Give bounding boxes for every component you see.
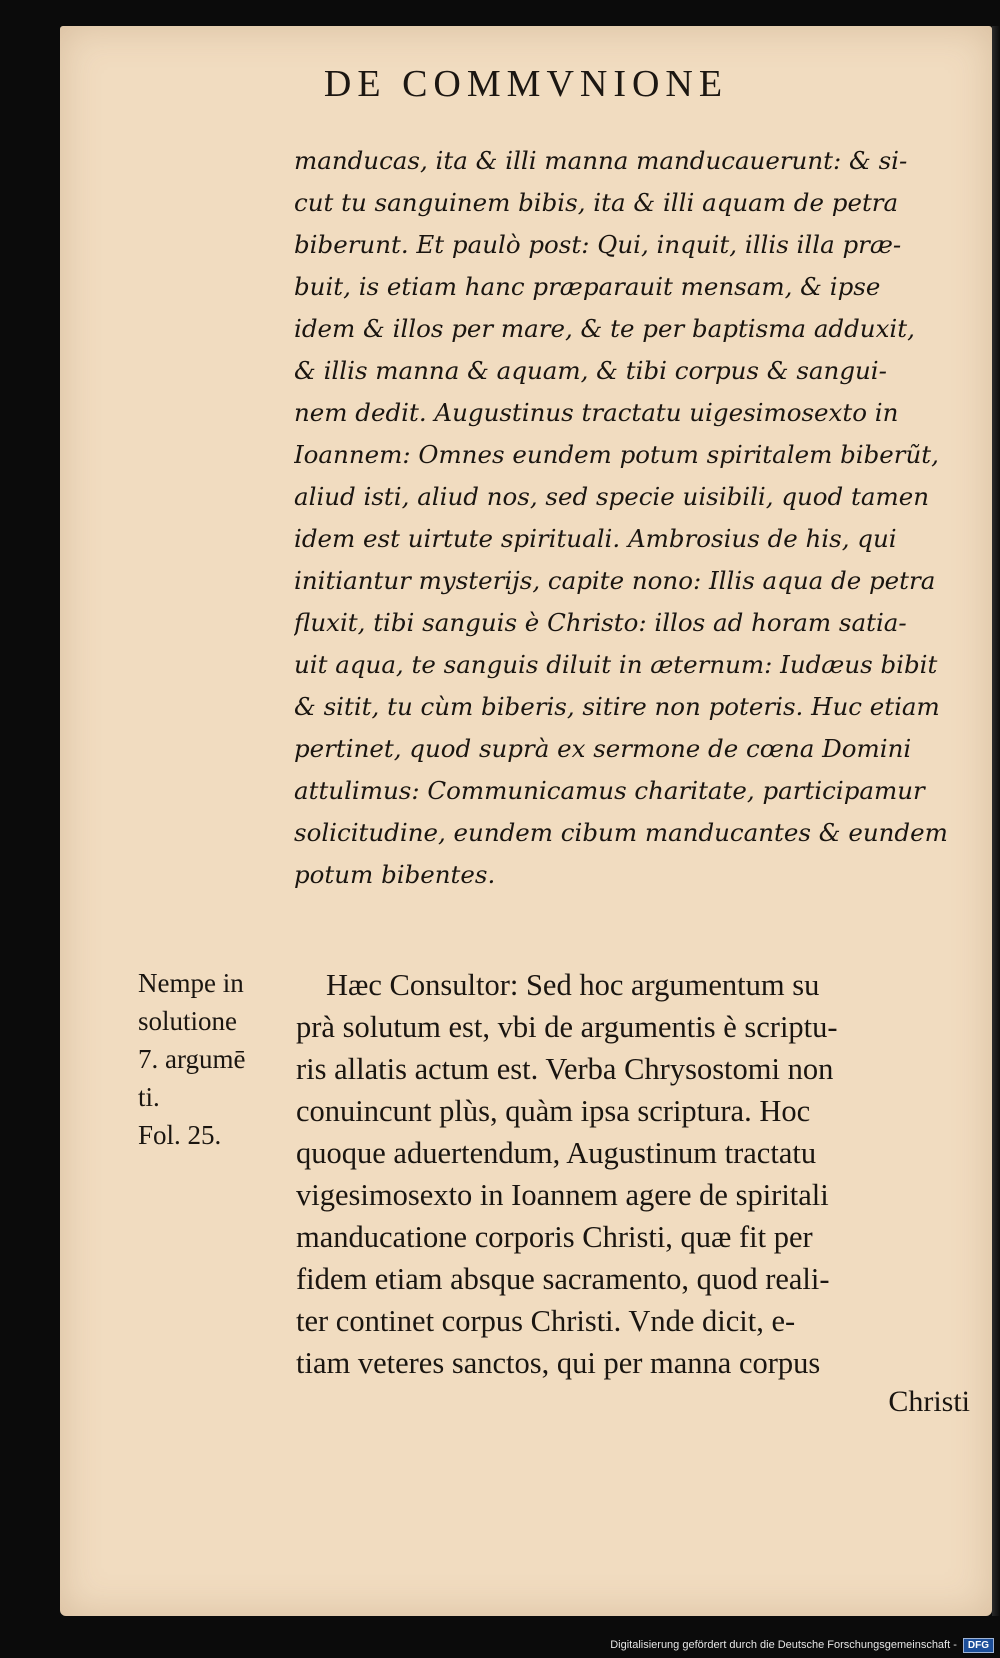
margin-note-line: ti. [138, 1082, 160, 1112]
text-line: fluxit, tibi sanguis è Christo: illos ad horam satia- [294, 608, 907, 637]
italic-text-block [294, 140, 978, 896]
text-line: potum bibentes. [294, 860, 496, 889]
text-line: fidem etiam absque sacramento, quod reali- [296, 1262, 830, 1296]
text-line: ter continet corpus Christi. Vnde dicit, e- [296, 1304, 796, 1338]
margin-note-line: Nempe in [138, 968, 244, 998]
text-line: nem dedit. Augustinus tractatu uigesimosexto in [294, 398, 899, 427]
dfg-logo: DFG [963, 1638, 994, 1653]
text-line: uit aqua, te sanguis diluit in æternum: Iudæus bibit [294, 650, 938, 679]
margin-note-line: Fol. 25. [138, 1120, 222, 1150]
roman-text-block [296, 964, 972, 1384]
text-line: conuincunt plùs, quàm ipsa scriptura. Hoc [296, 1094, 811, 1128]
text-line: aliud isti, aliud nos, sed specie uisibili, quod tamen [294, 482, 929, 511]
text-line: pertinet, quod suprà ex sermone de cœna Domini [294, 734, 912, 763]
text-line: idem est uirtute spirituali. Ambrosius de his, qui [294, 524, 897, 553]
text-line: manducas, ita & illi manna manducauerunt: & si- [294, 146, 908, 175]
text-line: & sitit, tu cùm biberis, sitire non poteris. Huc etiam [294, 692, 940, 721]
text-line: cut tu sanguinem bibis, ita & illi aquam de petra [294, 188, 899, 217]
text-line: initiantur mysterijs, capite nono: Illis aqua de petra [294, 566, 936, 595]
margin-note-line: solutione [138, 1006, 237, 1036]
text-line: idem & illos per mare, & te per baptisma adduxit, [294, 314, 915, 343]
text-line: quoque aduertendum, Augustinum tractatu [296, 1136, 817, 1170]
catchword: Christi [888, 1385, 970, 1418]
text-line: vigesimosexto in Ioannem agere de spiritali [296, 1178, 829, 1212]
running-title: DE COMMVNIONE [323, 63, 729, 105]
text-line: Hæc Consultor: Sed hoc argumentum su [326, 968, 820, 1002]
text-line: solicitudine, eundem cibum manducantes & eundem [294, 818, 948, 847]
text-line: biberunt. Et paulò post: Qui, inquit, illis illa præ- [294, 230, 902, 259]
margin-note [138, 964, 288, 1154]
page-edge [992, 26, 1000, 1616]
text-line: buit, is etiam hanc præparauit mensam, & ipse [294, 272, 881, 301]
text-line: ris allatis actum est. Verba Chrysostomi non [296, 1052, 834, 1086]
text-line: prà solutum est, vbi de argumentis è scriptu- [296, 1010, 838, 1044]
digitization-credit [610, 1636, 994, 1654]
text-line: tiam veteres sanctos, qui per manna corpus [296, 1346, 821, 1380]
text-line: attulimus: Communicamus charitate, participamur [294, 776, 925, 805]
text-line: manducatione corporis Christi, quæ fit per [296, 1220, 813, 1254]
text-line: Ioannem: Omnes eundem potum spiritalem biberũt, [294, 440, 939, 469]
margin-note-line: 7. argumē [138, 1044, 246, 1074]
text-line: & illis manna & aquam, & tibi corpus & sangui- [294, 356, 887, 385]
credit-text: Digitalisierung gefördert durch die Deutsche Forschungsgemeinschaft - [610, 1639, 957, 1651]
